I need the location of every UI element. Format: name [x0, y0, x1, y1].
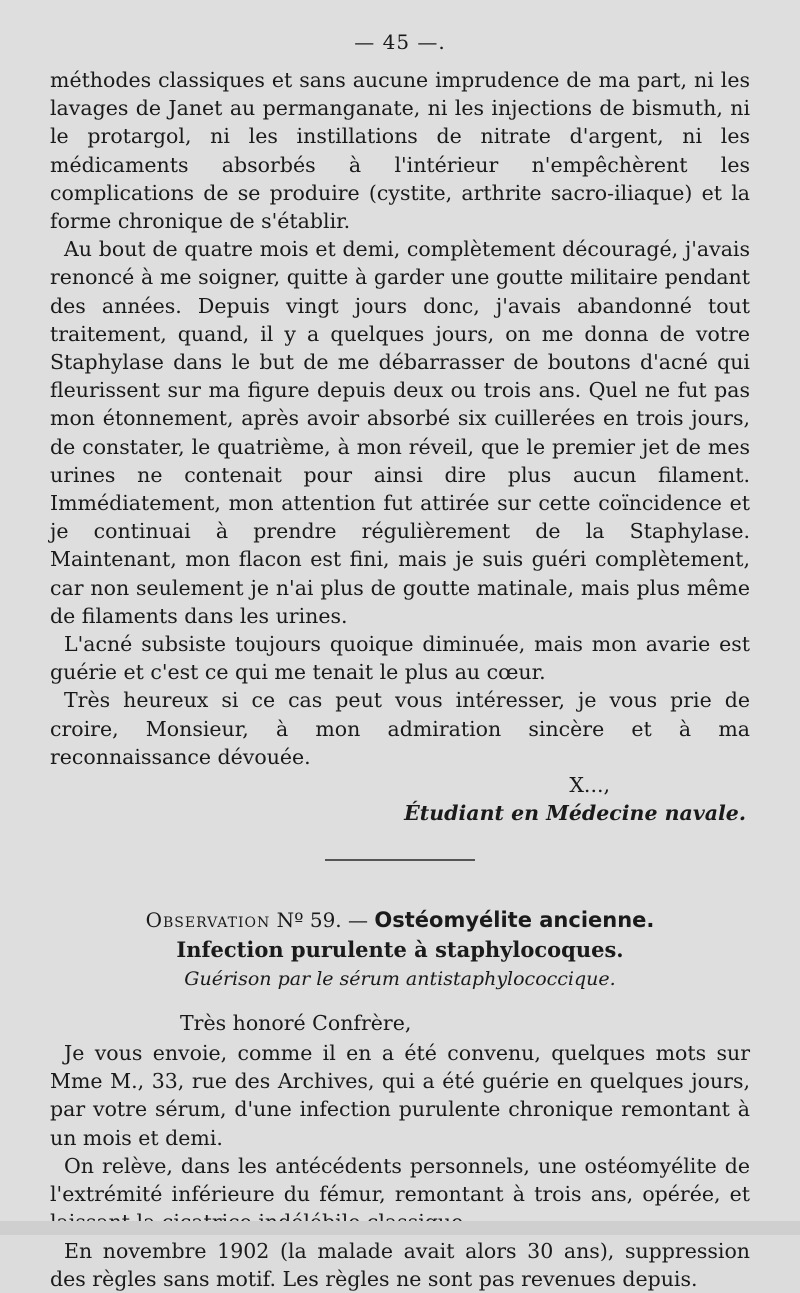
signature-name: X..., [569, 773, 610, 798]
section-divider [325, 859, 475, 863]
observation-subsubtitle: Guérison par le sérum antistaphylococcique. [184, 968, 616, 991]
observation-number: Nº 59. [276, 908, 342, 933]
signature-block [50, 771, 750, 827]
letter-paragraph-1: méthodes classiques et sans aucune imprudence de ma part, ni les lavages de Janet au permanganate, ni les injections de bismuth, ni le protargol, ni les instillations de nitrate d'argent, ni les médicaments absorbés à l'intérieur n'empêchèrent les complications de se produire (cystite, arthrite sacro-iliaque) et la forme chronique de s'établir. [50, 68, 750, 234]
letter-paragraph-3: L'acné subsiste toujours quoique diminuée, mais mon avarie est guérie et c'est ce qui me tenait le plus au cœur. [50, 632, 750, 685]
letter-paragraph-4: Très heureux si ce cas peut vous intéresser, je vous prie de croire, Monsieur, à mon admiration sincère et à ma reconnaissance dévouée. [50, 688, 750, 769]
observation-title: Ostéomyélite ancienne. [374, 908, 655, 933]
observation-paragraph-3: En novembre 1902 (la malade avait alors 30 ans), suppression des règles sans motif. Les règles ne sont pas revenues depuis. [50, 1238, 750, 1291]
page-number: — 45 —. [354, 30, 446, 54]
observation-paragraph-1: Je vous envoie, comme il en a été convenu, quelques mots sur Mme M., 33, rue des Archives, qui a été guérie en quelques jours, par votre sérum, d'une infection purulente chronique remontant à un mois et demi. [50, 1041, 750, 1150]
signature-title: Étudiant en Médecine navale. [404, 801, 746, 826]
salutation: Très honoré Confrère, [180, 1011, 412, 1036]
letter-paragraph-2: Au bout de quatre mois et demi, complètement découragé, j'avais renoncé à me soigner, quitte à garder une goutte militaire pendant des années. Depuis vingt jours donc, j'avais abandonné tout traitement, quand, il y a quelques jours, on me donna de votre Staphylase dans le but de me débarrasser de boutons d'acné qui fleurissent sur ma figure depuis deux ou trois ans. Quel ne fut pas mon étonnement, après avoir absorbé six cuillerées en trois jours, de constater, le quatrième, à mon réveil, que le premier jet de mes urines ne contenait pour ainsi dire plus aucun filament. Immédiatement, mon attention fut attirée sur cette coïncidence et je continuai à prendre régulièrement de la Staphylase. Maintenant, mon flacon est fini, mais je suis guéri complètement, car non seulement je n'ai plus de goutte matinale, mais plus même de filaments dans les urines. [50, 237, 750, 628]
observation-label: Observation [145, 908, 271, 933]
observation-heading [50, 905, 750, 935]
page-bottom-edge [0, 1221, 800, 1235]
observation-paragraph-2: On relève, dans les antécédents personnels, une ostéomyélite de l'extrémité inférieure du fémur, remontant à trois ans, opérée, et [50, 1153, 750, 1207]
observation-dash: — [348, 908, 369, 933]
observation-subtitle: Infection purulente à staphylocoques. [176, 937, 624, 963]
